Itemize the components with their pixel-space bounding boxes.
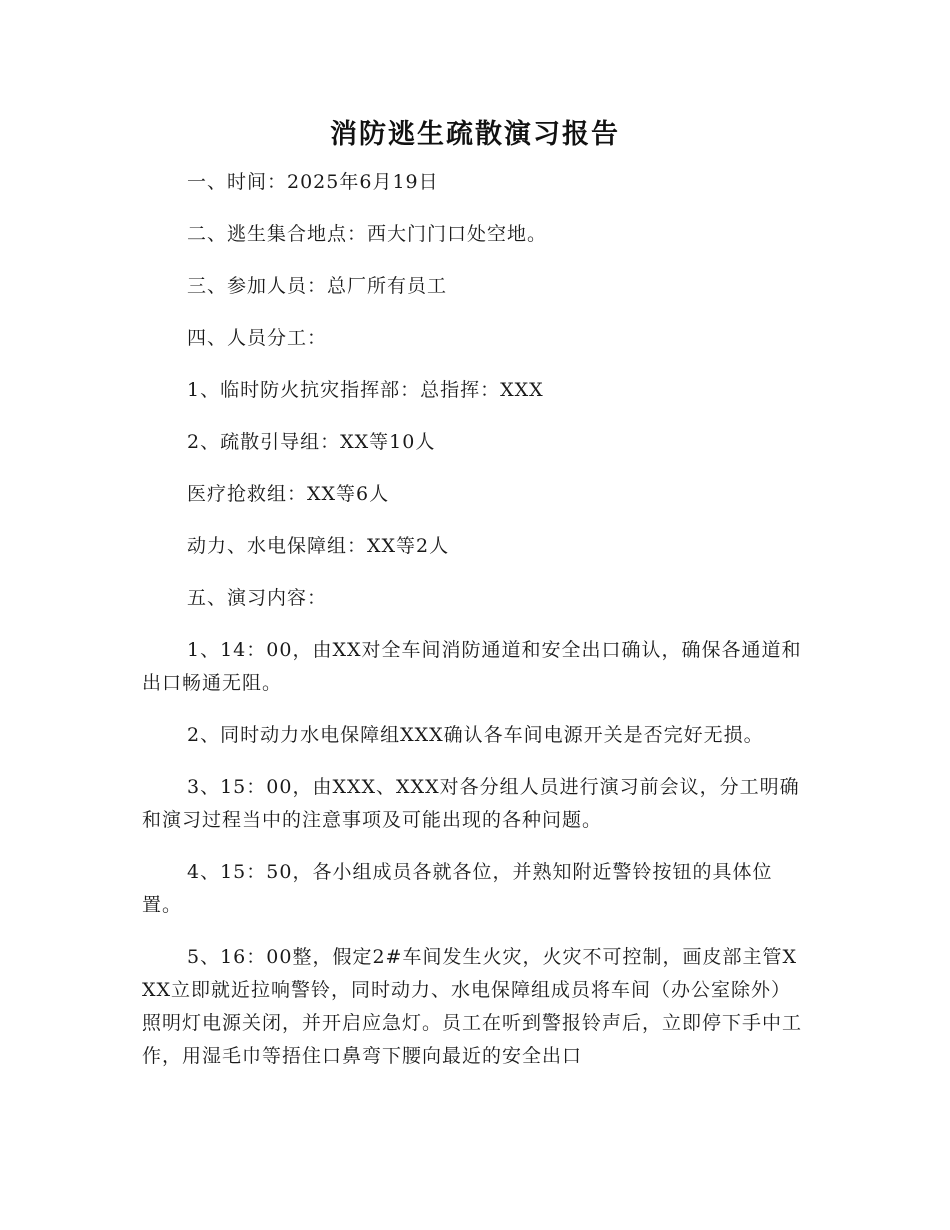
paragraph-step-2: 2、同时动力水电保障组XXX确认各车间电源开关是否完好无损。 [187,724,764,746]
paragraph-step-5: 5、16：00整，假定2#车间发生火灾，火灾不可控制，画皮部主管XXX立即就近拉响警铃，同时动力、水电保障组成员将车间（办公室除外）照明灯电源关闭，并开启应急灯。员工在听到警报铃声后，立即停下手中工作，用湿毛巾等捂住口鼻弯下腰向最近的安全出口 [142,946,803,1067]
paragraph-step-3: 3、15：00，由XXX、XXX对各分组人员进行演习前会议，分工明确和演习过程当中的注意事项及可能出现的各种问题。 [142,776,800,831]
document-title: 消防逃生疏散演习报告 [330,119,620,150]
paragraph-assembly-point: 二、逃生集合地点：西大门门口处空地。 [187,223,548,245]
paragraph-time: 一、时间：2025年6月19日 [187,171,439,193]
paragraph-participants: 三、参加人员：总厂所有员工 [187,275,448,297]
paragraph-command: 1、临时防火抗灾指挥部：总指挥：XXX [187,379,544,401]
paragraph-content-heading: 五、演习内容： [187,587,328,609]
paragraph-medical-group: 医疗抢救组：XX等6人 [187,483,390,505]
document-body [142,166,808,1092]
paragraph-evacuation-group: 2、疏散引导组：XX等10人 [187,431,436,453]
paragraph-power-group: 动力、水电保障组：XX等2人 [187,535,450,557]
paragraph-step-4: 4、15：50，各小组成员各就各位，并熟知附近警铃按钮的具体位置。 [142,861,773,916]
paragraph-step-1: 1、14：00，由XX对全车间消防通道和安全出口确认，确保各通道和出口畅通无阻。 [142,639,802,694]
paragraph-division-heading: 四、人员分工： [187,327,328,349]
